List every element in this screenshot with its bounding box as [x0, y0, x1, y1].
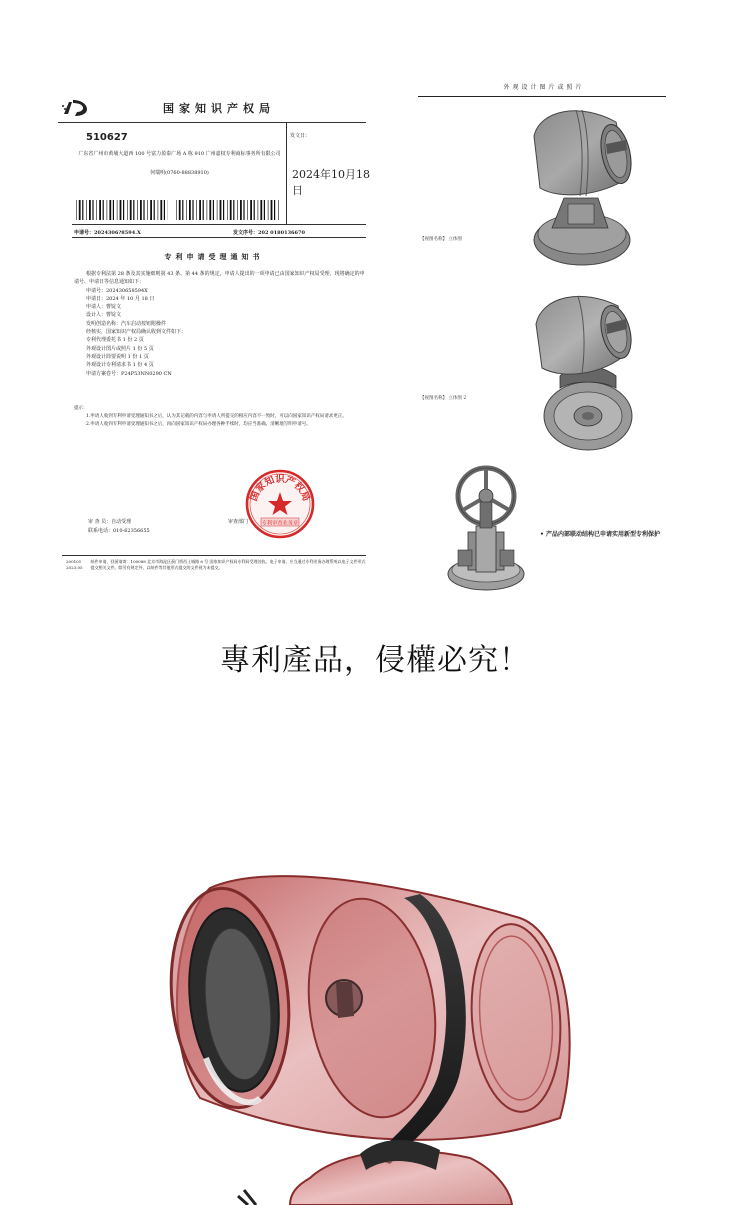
barcode-bar: [89, 200, 91, 220]
footer-rule: [62, 555, 366, 556]
form-code-number: 200101: [66, 559, 82, 564]
notice-intro: 根据专利法第 28 条及其实施细则第 43 条、第 44 条的规定，申请人提出的一项申请已由国家知识产权局受理，现将确定的申请号、申请日等信息通知如下：: [74, 271, 365, 286]
barcode-bar: [147, 200, 148, 220]
notice-field: 发明创造名称：汽车启动按钮附操件: [86, 320, 167, 327]
barcode-bar: [209, 200, 211, 220]
mailing-instructions: 纸件申请，回函请寄：100088 北京市海淀区蓟门桥西土城路 6 号 国家知识产权局专利局受理处收。电子申请，应当通过专利业务办理系统以电子文件形式提交相关文件。除另有规定外，以纸件等其他形式提交的文件视为未提交。: [90, 559, 366, 570]
notice-field: 申请人：曹锭文: [86, 304, 122, 311]
barcode-bar: [182, 200, 183, 220]
barcode-bar: [82, 200, 83, 220]
notice-field: 外观设计简要说明 1 份 1 页: [86, 353, 149, 360]
barcode-bar: [143, 200, 144, 220]
design-sheet-title: 外观设计图片或照片: [503, 84, 585, 91]
barcode-bar: [203, 200, 204, 220]
patent-notice-document: [58, 88, 370, 588]
barcode-bar: [179, 200, 181, 220]
notice-field: 外观设计专利请求书 1 份 4 页: [86, 362, 154, 369]
barcode-bar: [158, 200, 159, 220]
barcode-bar: [117, 200, 118, 220]
barcode-bar: [217, 200, 218, 220]
internal-mechanism-image: [446, 462, 526, 596]
serial-number: 发文序号：202 0180136670: [233, 230, 305, 236]
barcode-bar: [258, 200, 259, 220]
reviewer-block: [88, 518, 150, 536]
barcode-bar: [243, 200, 244, 220]
barcode-bar: [237, 200, 238, 220]
barcode-bar: [140, 200, 142, 220]
product-view-2-image: [520, 288, 640, 458]
notice-footer: [66, 559, 366, 571]
cnipa-logo-icon: [60, 96, 90, 118]
barcode-bar: [99, 200, 101, 220]
barcode-bar: [254, 200, 255, 220]
barcode-bar: [123, 200, 124, 220]
barcode-bar: [137, 200, 138, 220]
barcode-bar: [260, 200, 262, 220]
note-item: 2.申请人收到专利申请受理通知书之后，再向国家知识产权局办理各种手续时，均应当准确、清晰地写明申请号。: [86, 422, 311, 427]
barcode-bar: [227, 200, 228, 220]
recipient-address: 广东省广州市黄埔大道西 100 号富力盈泰广场 A 栋 910 广州嘉权专利商标事务所有限公司: [78, 151, 281, 157]
barcode-bar: [278, 200, 279, 220]
header-rule: [58, 122, 366, 123]
barcode-bar: [103, 200, 104, 220]
product-view-1-image: [520, 100, 640, 270]
application-number: 申请号：2024306?8594.X: [74, 230, 141, 236]
barcode-bar: [192, 200, 193, 220]
barcode-bar: [150, 200, 152, 220]
form-code-date: 2023.05: [66, 565, 83, 570]
notice-field: 外观设计图片或照片 1 份 5 页: [86, 345, 154, 352]
barcode-bar: [120, 200, 122, 220]
utility-model-note-text: 产品内部联动结构已申请实用新型专利保护: [545, 531, 660, 538]
barcode-bar: [250, 200, 252, 220]
postcode: 510627: [86, 132, 128, 143]
id-rule-bottom: [72, 237, 366, 238]
barcode-bar: [96, 200, 97, 220]
official-seal-icon: [244, 468, 316, 540]
form-code: [66, 559, 83, 571]
utility-model-note: [540, 529, 660, 538]
barcode-bar: [264, 200, 265, 220]
reviewer-dept: 审查部门: [228, 519, 249, 525]
send-date: 2024年10月18日: [292, 168, 370, 197]
notice-field: 专利代理委托书 1 份 2 页: [86, 337, 144, 344]
barcode-bar: [186, 200, 187, 220]
seal-text: 国家知识产权局: [248, 474, 312, 503]
barcode-bar: [274, 200, 275, 220]
view-1-label: 【视图名称】 立体图: [420, 237, 462, 242]
reviewer-phone: 联系电话：010-62356655: [88, 528, 150, 534]
barcode-bar: [127, 200, 128, 220]
barcode-bar: [213, 200, 214, 220]
barcode-bar: [230, 200, 232, 220]
product-transparent-render-image: [140, 858, 620, 1205]
barcode-bar: [233, 200, 234, 220]
barcode-bar: [196, 200, 197, 220]
agent-contact: 何瑞明(0760-88838910): [150, 170, 209, 176]
barcode-right: [176, 200, 280, 220]
bullet-icon: •: [540, 531, 544, 538]
barcode-bar: [107, 200, 108, 220]
barcode-bar: [109, 200, 111, 220]
barcode-bar: [176, 200, 177, 220]
barcode-bar: [133, 200, 134, 220]
notes-title: 提示：: [74, 406, 88, 411]
barcode-bar: [220, 200, 222, 220]
patent-slogan: 專利產品，侵權必究！: [220, 643, 530, 678]
barcode-bar: [164, 200, 165, 220]
notice-field: 经核实，国家知识产权局确认收到文件如下：: [86, 329, 187, 336]
barcode-left: [76, 200, 168, 220]
barcode-bar: [92, 200, 93, 220]
office-name: 国家知识产权局: [163, 102, 275, 115]
barcode-bar: [79, 200, 81, 220]
barcode-bar: [268, 200, 269, 220]
barcode-bar: [247, 200, 248, 220]
design-sheet-rule: [418, 96, 666, 97]
reviewer-line: 审 查 员：自动受理: [88, 519, 132, 525]
barcode-bar: [86, 200, 87, 220]
barcode-bar: [160, 200, 162, 220]
notice-field: 申请日：2024 年 10 月 18 日: [86, 295, 155, 302]
barcode-bar: [240, 200, 242, 220]
notice-field: 设计人：曹锭文: [86, 312, 122, 319]
notice-notes: [74, 405, 369, 429]
barcode-bar: [223, 200, 224, 220]
barcode-bar: [199, 200, 201, 220]
notice-field: 申请方案卷号：P24P53NN0290 CN: [86, 370, 172, 377]
barcode-bar: [271, 200, 273, 220]
notice-field: 申请号：202430658594X: [86, 287, 148, 294]
barcode-bar: [76, 200, 77, 220]
notice-title: 专利申请受理通知书: [164, 252, 264, 261]
barcode-bar: [154, 200, 155, 220]
barcode-bar: [113, 200, 114, 220]
view-2-label: 【视图名称】 立体图 2: [420, 396, 467, 401]
barcode-bar: [189, 200, 191, 220]
barcode-bar: [130, 200, 132, 220]
header-divider: [286, 122, 287, 224]
notice-body: [74, 270, 369, 378]
send-date-label: 发文日：: [290, 133, 311, 139]
note-item: 1.申请人收到专利申请受理通知书之后，认为其记载的内容与申请人所提交的相应内容不一致时，可以向国家知识产权局请求更正。: [86, 414, 347, 419]
seal-subtext: 专利审查业务章: [261, 520, 299, 527]
id-rule-top: [72, 224, 366, 225]
barcode-bar: [207, 200, 208, 220]
